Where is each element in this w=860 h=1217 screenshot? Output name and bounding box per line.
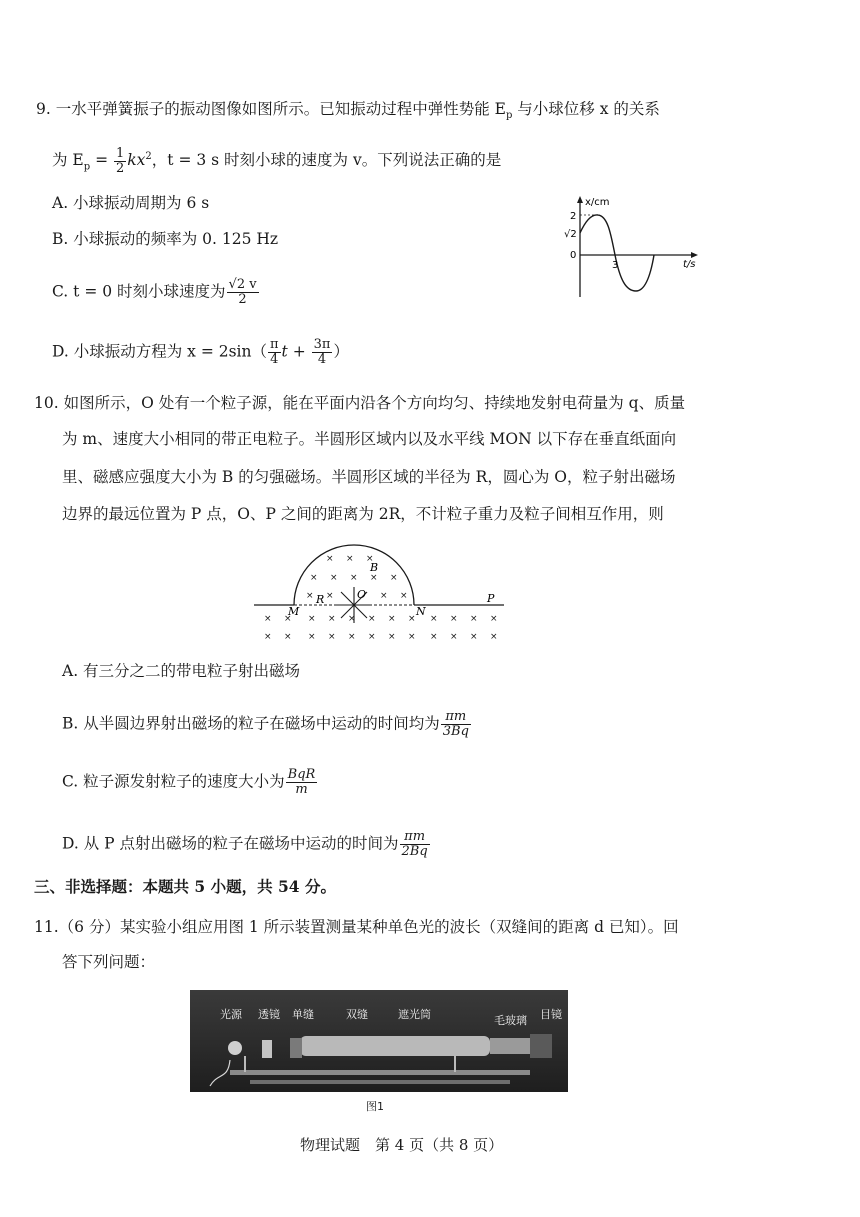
svg-text:×: × xyxy=(368,614,376,624)
q9-option-c-text: C. t = 0 时刻小球速度为 xyxy=(52,282,226,301)
apparatus-photo xyxy=(190,990,568,1092)
q10-option-d-fraction xyxy=(400,830,430,859)
q9-option-c xyxy=(52,278,260,307)
q9-option-d-close: ） xyxy=(333,342,349,361)
graph-tick-sqrt2: √2 xyxy=(564,229,577,240)
q9-option-d-t: t + xyxy=(281,342,311,361)
apparatus-drawing xyxy=(190,990,568,1092)
svg-text:×: × xyxy=(308,614,316,624)
q9-square: 2 xyxy=(145,151,152,162)
q10-option-d-text: D. 从 P 点射出磁场的粒子在磁场中运动的时间为 xyxy=(62,834,399,853)
page-footer: 物理试题 第 4 页（共 8 页） xyxy=(300,1136,504,1154)
label-frosted-glass: 毛玻璃 xyxy=(494,1014,527,1027)
svg-text:×: × xyxy=(346,554,354,564)
svg-text:×: × xyxy=(430,632,438,642)
q9-half-fraction xyxy=(114,147,126,176)
q9-option-c-fraction xyxy=(227,278,259,307)
section3-heading: 三、非选择题：本题共 5 小题，共 54 分。 xyxy=(34,877,336,896)
q9-half-num: 1 xyxy=(116,145,125,161)
svg-text:×: × xyxy=(306,591,314,601)
q9-option-d-frac2-den: 4 xyxy=(317,352,327,367)
label-lens: 透镜 xyxy=(258,1008,280,1021)
svg-text:×: × xyxy=(328,614,336,624)
q10-option-d xyxy=(62,830,431,859)
svg-text:×: × xyxy=(408,614,416,624)
q10-option-c-den: m xyxy=(295,782,308,797)
svg-text:×: × xyxy=(350,573,358,583)
q9-option-d-frac1-den: 4 xyxy=(270,352,279,367)
frosted-glass-holder xyxy=(490,1038,530,1054)
q9-option-c-num: √2 v xyxy=(228,277,257,292)
q10-option-b xyxy=(62,710,472,739)
svg-text:×: × xyxy=(284,614,292,624)
svg-text:×: × xyxy=(388,632,396,642)
svg-text:×: × xyxy=(264,632,272,642)
graph-x-arrow xyxy=(691,252,698,258)
label-shade-tube: 遮光筒 xyxy=(398,1008,431,1021)
q9-option-a: A. 小球振动周期为 6 s xyxy=(52,194,210,212)
label-eyepiece: 目镜 xyxy=(540,1008,562,1021)
optical-bench-base xyxy=(250,1080,510,1084)
eyepiece xyxy=(530,1034,552,1058)
svg-text:×: × xyxy=(326,591,334,601)
q10-field-diagram xyxy=(254,538,506,646)
q10-stem-line1: 10. 如图所示，O 处有一个粒子源，能在平面内沿各个方向均匀、持续地发射电荷量为 q、质量 xyxy=(34,394,686,412)
label-double-slit: 双缝 xyxy=(346,1008,368,1021)
label-single-slit: 单缝 xyxy=(292,1008,314,1021)
graph-y-arrow xyxy=(577,196,583,203)
graph-xlabel: t/s xyxy=(683,259,696,270)
graph-ylabel: x/cm xyxy=(585,197,610,208)
power-cord xyxy=(210,1060,230,1086)
q9-option-d-text: D. 小球振动方程为 x = 2sin（ xyxy=(52,342,267,361)
label-p: P xyxy=(487,592,495,605)
label-r: R xyxy=(316,593,325,606)
q9-subscript-p2: p xyxy=(83,161,91,173)
graph-tick-3: 3 xyxy=(612,260,619,271)
q10-option-b-den: 3Bq xyxy=(442,724,469,739)
q9-text-b: 与小球位移 x 的关系 xyxy=(512,100,660,118)
svg-text:×: × xyxy=(380,591,388,601)
svg-text:×: × xyxy=(284,632,292,642)
q10-option-d-den: 2Bq xyxy=(401,844,428,859)
q9-option-d xyxy=(52,338,349,367)
q9-option-b: B. 小球振动的频率为 0. 125 Hz xyxy=(52,230,279,248)
svg-text:×: × xyxy=(264,614,272,624)
q9-subscript-p: p xyxy=(505,110,513,122)
q9-text-c: ，t = 3 s 时刻小球的速度为 v。下列说法正确的是 xyxy=(151,151,502,170)
graph-tick-2: 2 xyxy=(570,211,577,222)
q9-oscillation-graph xyxy=(558,194,704,300)
graph-sine-curve xyxy=(580,215,654,291)
svg-text:×: × xyxy=(370,573,378,583)
single-slit-holder xyxy=(290,1038,302,1058)
svg-text:×: × xyxy=(348,632,356,642)
svg-text:×: × xyxy=(326,554,334,564)
q9-option-d-frac2-num: 3π xyxy=(313,337,331,352)
field-crosses xyxy=(264,554,498,642)
q10-option-b-text: B. 从半圆边界射出磁场的粒子在磁场中运动的时间均为 xyxy=(62,714,440,733)
q9-half-den: 2 xyxy=(116,160,125,176)
q10-option-a: A. 有三分之二的带电粒子射出磁场 xyxy=(62,662,301,680)
svg-text:×: × xyxy=(310,573,318,583)
label-n: N xyxy=(416,605,426,618)
q9-option-d-frac1 xyxy=(268,338,281,367)
q9-stem-line1 xyxy=(36,98,660,127)
q10-option-c-text: C. 粒子源发射粒子的速度大小为 xyxy=(62,772,285,791)
svg-text:×: × xyxy=(368,632,376,642)
q9-option-d-frac1-num: π xyxy=(270,337,279,352)
svg-text:×: × xyxy=(430,614,438,624)
q11-stem-line1: 11.（6 分）某实验小组应用图 1 所示装置测量某种单色光的波长（双缝间的距离 d 已知）。回 xyxy=(34,918,679,936)
q10-stem-line4: 边界的最远位置为 P 点，O、P 之间的距离为 2R，不计粒子重力及粒子间相互作用，则 xyxy=(62,505,664,523)
q9-kx: kx xyxy=(127,151,146,170)
label-light-source: 光源 xyxy=(220,1008,242,1021)
svg-text:×: × xyxy=(490,614,498,624)
lens-holder xyxy=(262,1040,272,1058)
emission-arrows xyxy=(336,587,372,623)
q9-stem-line2 xyxy=(52,146,501,178)
svg-text:×: × xyxy=(390,573,398,583)
q10-option-b-num: πm xyxy=(441,710,471,725)
q10-stem-line3: 里、磁感应强度大小为 B 的匀强磁场。半圆形区域的半径为 R，圆心为 O，粒子射出磁场 xyxy=(62,468,676,486)
svg-text:×: × xyxy=(388,614,396,624)
svg-text:×: × xyxy=(330,573,338,583)
svg-text:×: × xyxy=(328,632,336,642)
label-b: B xyxy=(370,561,379,574)
graph-tick-origin: 0 xyxy=(570,250,577,261)
q10-option-d-num: πm xyxy=(400,830,430,845)
optical-bench-rail xyxy=(230,1070,530,1075)
light-source-bulb xyxy=(228,1041,242,1055)
q10-option-c-fraction xyxy=(286,768,318,797)
label-m: M xyxy=(288,605,300,618)
svg-text:×: × xyxy=(470,632,478,642)
q10-option-c xyxy=(62,768,318,797)
shade-tube xyxy=(300,1036,490,1056)
svg-text:×: × xyxy=(470,614,478,624)
svg-text:×: × xyxy=(408,632,416,642)
figure-caption: 图1 xyxy=(366,1100,384,1113)
q9-text-a: 9. 一水平弹簧振子的振动图像如图所示。已知振动过程中弹性势能 E xyxy=(36,100,506,118)
svg-text:×: × xyxy=(308,632,316,642)
svg-text:×: × xyxy=(366,554,374,564)
svg-text:×: × xyxy=(348,614,356,624)
q10-option-c-num: BqR xyxy=(287,767,316,782)
svg-text:×: × xyxy=(450,632,458,642)
q11-stem-line2: 答下列问题： xyxy=(62,953,156,971)
q9-option-c-den: 2 xyxy=(238,292,247,307)
q10-option-b-fraction xyxy=(441,710,471,739)
q10-stem-line2: 为 m、速度大小相同的带正电粒子。半圆形区域内以及水平线 MON 以下存在垂直纸面向 xyxy=(62,430,677,448)
svg-text:×: × xyxy=(450,614,458,624)
q9-equals: = xyxy=(90,151,113,170)
label-o: O xyxy=(357,588,367,601)
q9-ep-label: 为 E xyxy=(52,151,84,170)
svg-text:×: × xyxy=(400,591,408,601)
svg-text:×: × xyxy=(490,632,498,642)
q9-option-d-frac2 xyxy=(312,338,333,367)
